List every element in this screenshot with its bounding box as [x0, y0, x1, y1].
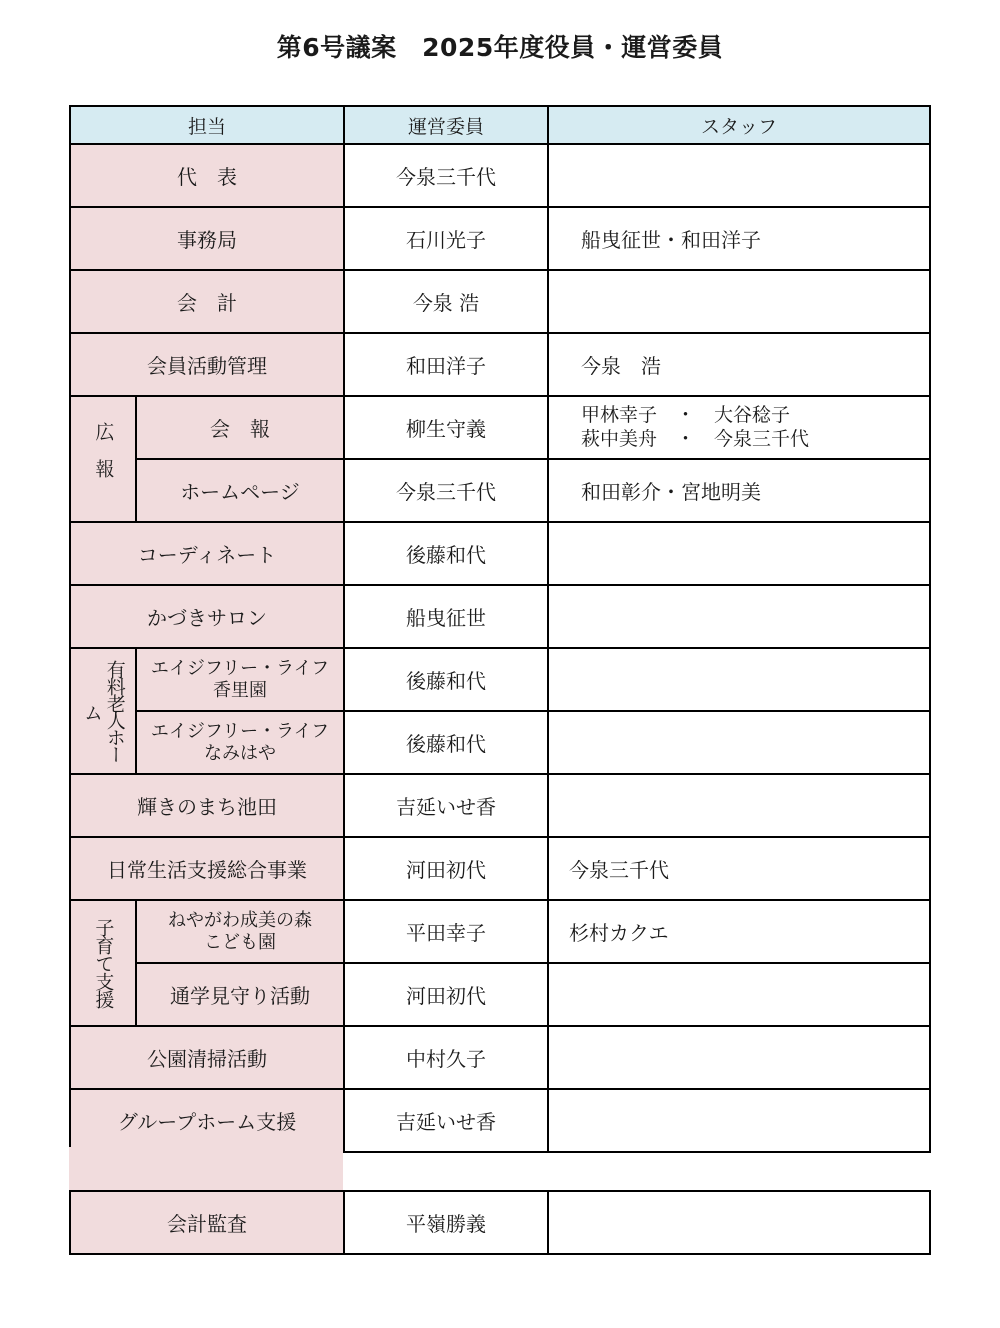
- member-cell: 後藤和代: [344, 522, 548, 585]
- role-cell: グループホーム支援: [70, 1089, 344, 1152]
- role-line: 香里園: [213, 679, 267, 701]
- member-cell: 中村久子: [344, 1026, 548, 1089]
- page-title: 第6号議案 2025年度役員・運営委員: [276, 33, 724, 62]
- table-row: [70, 963, 930, 1026]
- table-header-row: [70, 106, 930, 144]
- table-row: [70, 459, 930, 522]
- role-cell: 会員活動管理: [70, 333, 344, 396]
- staff-line: 甲林幸子 ・ 大谷稔子: [581, 403, 791, 426]
- table-row: [70, 1026, 930, 1089]
- table-row: [70, 144, 930, 207]
- role-cell: [136, 648, 344, 711]
- header-role: 担当: [70, 106, 344, 144]
- table-row: [70, 207, 930, 270]
- member-cell: 河田初代: [344, 837, 548, 900]
- member-cell: 平田幸子: [344, 900, 548, 963]
- role-line: こども園: [204, 931, 276, 953]
- group-label: 子育て支援: [92, 918, 115, 1008]
- role-cell: 輝きのまち池田: [70, 774, 344, 837]
- group-label: 有料老人ホーム: [81, 660, 126, 762]
- staff-line: 萩中美舟 ・ 今泉三千代: [581, 427, 810, 450]
- staff-cell: 杉村カクエ: [548, 900, 930, 963]
- staff-cell: [548, 522, 930, 585]
- member-cell: 後藤和代: [344, 711, 548, 774]
- member-cell: 船曳征世: [344, 585, 548, 648]
- staff-cell: [548, 270, 930, 333]
- audit-table: [69, 1190, 931, 1255]
- staff-cell: [548, 1089, 930, 1152]
- group-cell-kosodate: [70, 900, 136, 1026]
- role-cell: [136, 711, 344, 774]
- table-row: [70, 1089, 930, 1152]
- table-row: [70, 711, 930, 774]
- member-cell: 石川光子: [344, 207, 548, 270]
- table-row: [70, 837, 930, 900]
- staff-cell: 和田彰介・宮地明美: [548, 459, 930, 522]
- header-staff: スタッフ: [548, 106, 930, 144]
- staff-cell: 今泉 浩: [548, 333, 930, 396]
- table-row: [70, 333, 930, 396]
- member-cell: 今泉 浩: [344, 270, 548, 333]
- member-cell: 吉延いせ香: [344, 774, 548, 837]
- table-row: [70, 270, 930, 333]
- staff-cell: [548, 648, 930, 711]
- role-cell: 事務局: [70, 207, 344, 270]
- table-row: [70, 522, 930, 585]
- table-row: [70, 585, 930, 648]
- group-cell-koho: [70, 396, 136, 522]
- table-row: [70, 396, 930, 459]
- staff-cell: [548, 963, 930, 1026]
- role-line: エイジフリー・ライフ: [150, 720, 330, 742]
- member-cell: 平嶺勝義: [344, 1191, 548, 1254]
- table-row: [70, 900, 930, 963]
- staff-cell: [548, 585, 930, 648]
- group-cell-yuryo: [70, 648, 136, 774]
- staff-cell: 今泉三千代: [548, 837, 930, 900]
- member-cell: 今泉三千代: [344, 144, 548, 207]
- role-line: なみはや: [204, 742, 276, 764]
- role-cell: 公園清掃活動: [70, 1026, 344, 1089]
- staff-cell: 船曳征世・和田洋子: [548, 207, 930, 270]
- staff-cell: [548, 144, 930, 207]
- role-cell: かづきサロン: [70, 585, 344, 648]
- role-cell: 日常生活支援総合事業: [70, 837, 344, 900]
- committee-table: [69, 105, 931, 1153]
- role-cell: コーディネート: [70, 522, 344, 585]
- table-row: [70, 1191, 930, 1254]
- role-cell: 代 表: [70, 144, 344, 207]
- role-cell: [136, 900, 344, 963]
- role-line: ねやがわ成美の森: [168, 909, 312, 931]
- role-cell: 会 計: [70, 270, 344, 333]
- role-cell: 通学見守り活動: [136, 963, 344, 1026]
- member-cell: 河田初代: [344, 963, 548, 1026]
- role-cell: 会計監査: [70, 1191, 344, 1254]
- member-cell: 和田洋子: [344, 333, 548, 396]
- role-line: エイジフリー・ライフ: [150, 657, 330, 679]
- staff-cell: [548, 1191, 930, 1254]
- table-row: [70, 648, 930, 711]
- role-cell: 会 報: [136, 396, 344, 459]
- member-cell: 柳生守義: [344, 396, 548, 459]
- staff-cell: [548, 396, 930, 459]
- staff-cell: [548, 711, 930, 774]
- spacer-band: [69, 1147, 343, 1190]
- table-row: [70, 774, 930, 837]
- member-cell: 吉延いせ香: [344, 1089, 548, 1152]
- header-member: 運営委員: [344, 106, 548, 144]
- staff-cell: [548, 1026, 930, 1089]
- member-cell: 後藤和代: [344, 648, 548, 711]
- role-cell: ホームページ: [136, 459, 344, 522]
- staff-cell: [548, 774, 930, 837]
- group-label: 広報: [92, 422, 115, 496]
- member-cell: 今泉三千代: [344, 459, 548, 522]
